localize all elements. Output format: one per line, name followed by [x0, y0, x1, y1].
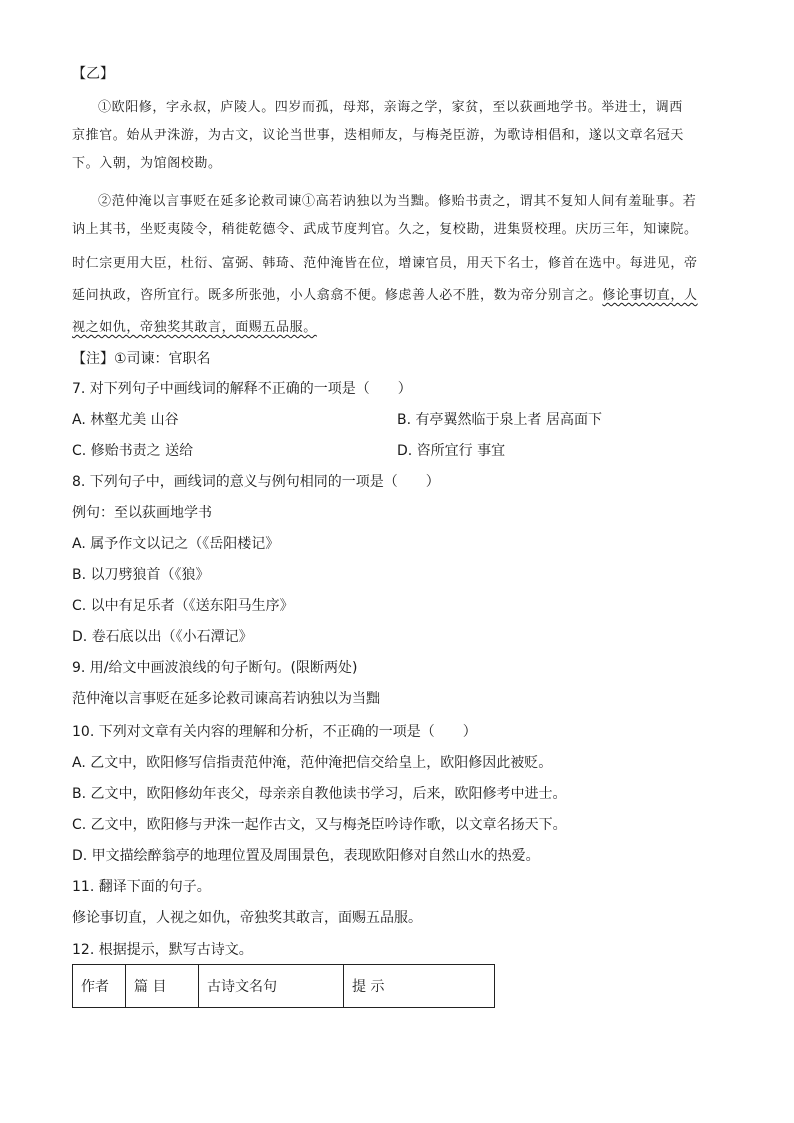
wavy-underlined-sentence: 修论事切直，人: [602, 288, 698, 303]
question-7-option-b: B. 有亭翼然临于泉上者 居高面下: [397, 412, 602, 428]
passage-text: 延问执政，咨所宜行。既多所张弛，小人翕翕不便。修虑善人必不胜，数为帝分别言之。: [72, 288, 603, 303]
question-11-stem: 11. 翻译下面的句子。: [72, 879, 211, 895]
dictation-table: [72, 964, 495, 1008]
wavy-underlined-sentence: 视之如仇，帝独奖其敢言，面赐五品服。: [72, 320, 317, 335]
question-7-option-d: D. 咨所宜行 事宜: [397, 443, 506, 459]
passage-line: 讷上其书，坐贬夷陵令，稍徙乾德令、武成节度判官。久之，复校勘，进集贤校理。庆历三年，知谏院。: [72, 222, 698, 237]
question-9-sentence: 范仲淹以言事贬在延多论救司谏高若讷独以为当黜: [72, 691, 380, 707]
table-header-cell: 提 示: [344, 965, 495, 1008]
question-9-stem: 9. 用/给文中画波浪线的句子断句。(限断两处): [72, 660, 358, 676]
question-10-option-d: D. 甲文描绘醉翁亭的地理位置及周围景色，表现欧阳修对自然山水的热爱。: [72, 848, 540, 864]
question-12-stem: 12. 根据提示，默写古诗文。: [72, 942, 253, 958]
question-10-stem: 10. 下列对文章有关内容的理解和分析，不正确的一项是（ ）: [72, 724, 477, 740]
question-8-option-b: B. 以刀劈狼首（《狼》: [72, 567, 210, 583]
question-8-option-d: D. 卷石底以出（《小石潭记》: [72, 629, 253, 645]
table-header-row: [73, 965, 495, 1008]
question-8-example: 例句：至以荻画地学书: [72, 505, 212, 521]
passage-line: [72, 318, 317, 338]
question-8-stem: 8. 下列句子中，画线词的意义与例句相同的一项是（ ）: [72, 474, 440, 490]
passage-line: [72, 286, 698, 306]
question-7-stem: 7. 对下列句子中画线词的解释不正确的一项是（ ）: [72, 381, 412, 397]
question-11-sentence: 修论事切直，人视之如仇，帝独奖其敢言，面赐五品服。: [72, 910, 422, 926]
question-8-option-a: A. 属予作文以记之（《岳阳楼记》: [72, 536, 280, 552]
question-10-option-b: B. 乙文中，欧阳修幼年丧父，母亲亲自教他读书学习，后来，欧阳修考中进士。: [72, 786, 567, 802]
section-mark: 【乙】: [72, 66, 114, 82]
passage-line: ②范仲淹以言事贬在延多论救司谏①高若讷独以为当黜。修贻书责之，谓其不复知人间有羞耻事。若: [98, 194, 697, 209]
passage-line: 下。入朝，为馆阁校勘。: [72, 156, 222, 171]
question-10-option-c: C. 乙文中，欧阳修与尹洙一起作古文，又与梅尧臣吟诗作歌，以文章名扬天下。: [72, 817, 567, 833]
passage-line: ①欧阳修，字永叔，庐陵人。四岁而孤，母郑，亲诲之学，家贫，至以荻画地学书。举进士，调西: [98, 100, 683, 115]
question-10-option-a: A. 乙文中，欧阳修写信指责范仲淹，范仲淹把信交给皇上，欧阳修因此被贬。: [72, 755, 553, 771]
passage-line: 时仁宗更用大臣，杜衍、富弼、韩琦、范仲淹皆在位，增谏官员，用天下名士，修首在选中。每进见，帝: [72, 256, 698, 271]
question-7-option-c: C. 修贻书责之 送给: [72, 443, 194, 459]
question-7-option-a: A. 林壑尤美 山谷: [72, 412, 179, 428]
table-header-cell: 作者: [73, 965, 126, 1008]
annotation-note: 【注】①司谏：官职名: [72, 351, 211, 367]
table-header-cell: 篇 目: [126, 965, 199, 1008]
table-header-cell: 古诗文名句: [199, 965, 344, 1008]
question-8-option-c: C. 以中有足乐者（《送东阳马生序》: [72, 598, 294, 614]
passage-line: 京推官。始从尹洙游，为古文，议论当世事，迭相师友，与梅尧臣游，为歌诗相倡和，遂以文章名冠天: [72, 128, 685, 143]
